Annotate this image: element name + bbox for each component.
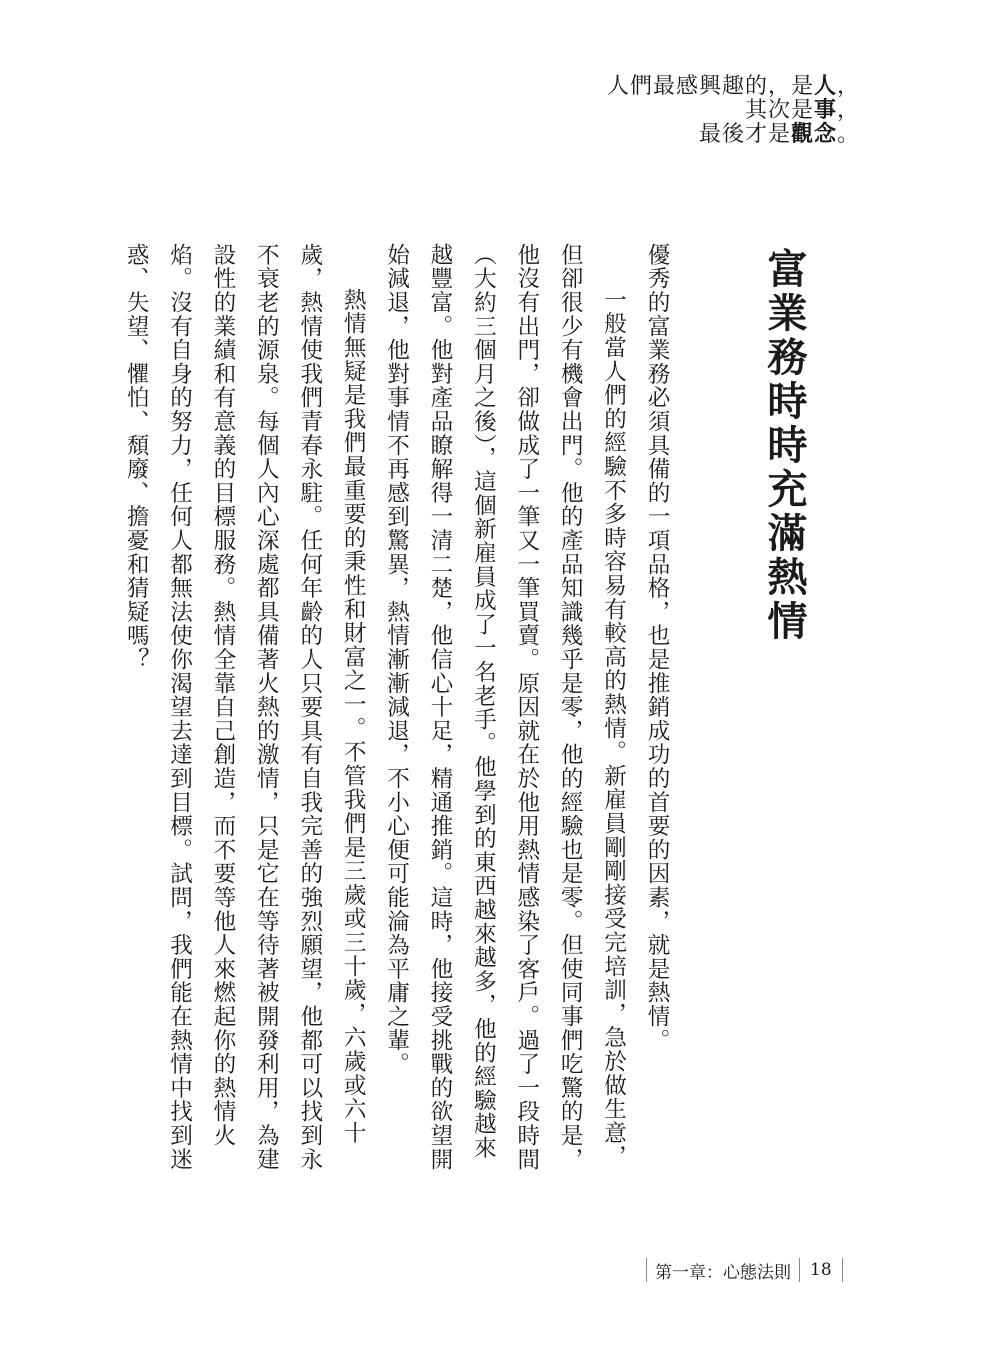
- quote-text: 人們最感興趣的，是: [606, 73, 814, 98]
- paragraph: 優秀的富業務必須具備的一項品格，也是推銷成功的首要的因素，就是熱情。: [644, 243, 670, 1053]
- body-text: [114, 243, 678, 1183]
- quote-punct: ，: [836, 73, 860, 98]
- epigraph-quote: [607, 74, 860, 146]
- page-footer: [646, 1256, 843, 1284]
- quote-punct: ，: [836, 97, 860, 122]
- quote-line-2: [607, 98, 860, 122]
- page-number: 18: [810, 1260, 832, 1280]
- quote-emphasis: 人: [813, 73, 837, 98]
- quote-text: 其次是: [744, 97, 814, 122]
- quote-line-3: [607, 122, 860, 146]
- quote-punct: 。: [836, 121, 860, 146]
- section-title: 富業務時時充滿熱情: [761, 248, 808, 644]
- quote-line-1: [607, 74, 860, 98]
- quote-text: 最後才是: [698, 121, 791, 146]
- paragraph: 一般當人們的經驗不多時容易有較高的熱情。新雇員剛剛接受完培訓，急於做生意，但卻很少有機會出門。他的產品知識幾乎是零，他的經驗也是零。但使同事們吃驚的是，他沒有出門，卻做成了一筆又一筆買賣。原因就在於他用熱情感染了客戶。過了一段時間（大約三個月之後），這個新雇員成了一名老手。他學到的東西越來越多，他的經驗越來越豐富。他對產品瞭解得一清二楚，他信心十足，精通推銷。這時，他接受挑戰的欲望開始減退，他對事情不再感到驚異，熱情漸漸減退，不小心便可能淪為平庸之輩。: [383, 243, 627, 1172]
- quote-emphasis: 觀念: [790, 121, 837, 146]
- chapter-title: 第一章：心態法則: [655, 1262, 791, 1283]
- quote-emphasis: 事: [813, 97, 837, 122]
- paragraph: 熱情無疑是我們最重要的秉性和財富之一。不管我們是三歲或三十歲，六歲或六十歲，熱情使我們青春永駐。任何年齡的人只要具有自我完善的強烈願望，他都可以找到永不衰老的源泉。每個人內心深處都具備著火熱的激情，只是它在等待著被開發利用，為建設性的業績和有意義的目標服務。熱情全靠自己創造，而不要等他人來燃起你的熱情火焰。沒有自身的努力，任何人都無法使你渴望去達到目標。試問，我們能在熱情中找到迷惑、失望、懼怕、頹廢、擔憂和猜疑嗎？: [123, 243, 367, 1172]
- footer-divider: [842, 1258, 843, 1282]
